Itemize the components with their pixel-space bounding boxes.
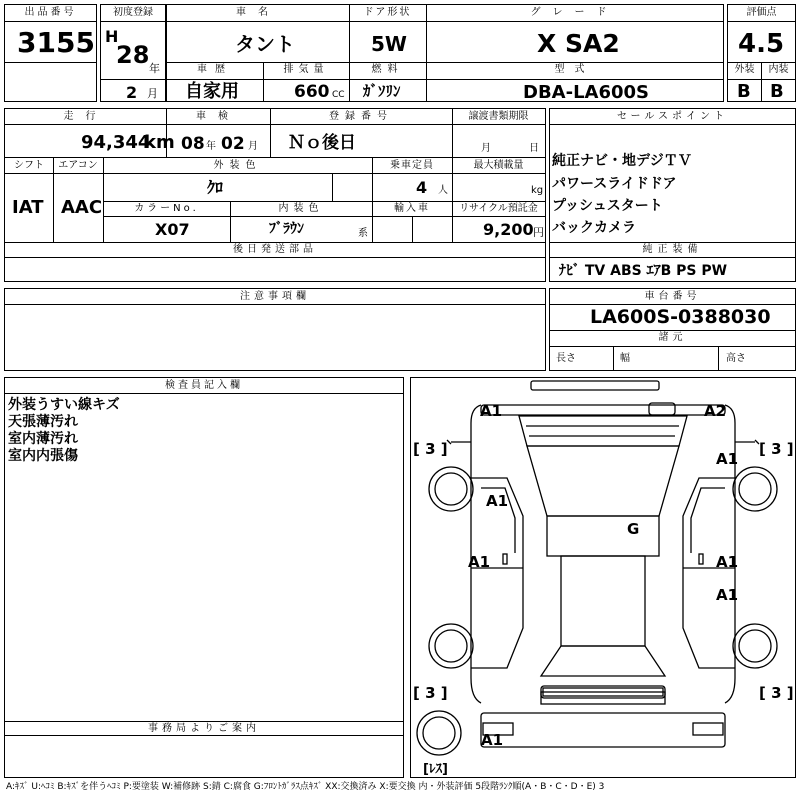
lot-number: 3155 <box>17 26 95 59</box>
car-name: タント <box>235 32 295 56</box>
first-reg-box <box>100 4 166 102</box>
grade: X SA2 <box>537 29 620 58</box>
car-name-label: 車名 <box>236 7 280 18</box>
notes-label: 注意事項欄 <box>240 291 310 302</box>
later-parts-label: 後日発送部品 <box>233 244 317 255</box>
inspector-line-2: 天張薄汚れ <box>8 414 78 430</box>
lot-box <box>4 4 97 102</box>
transfer-label: 譲渡書類期限 <box>468 111 529 122</box>
mark-door-r: A1 <box>716 553 739 571</box>
chassis-number: LA600S-0388030 <box>590 306 771 328</box>
yen-unit: 円 <box>533 226 544 239</box>
mark-front-left: A1 <box>480 402 503 420</box>
chassis-label: 車台番号 <box>644 291 701 302</box>
interior-label: 内装 <box>768 64 789 75</box>
history: 自家用 <box>185 81 239 102</box>
height-label: 高さ <box>726 353 746 364</box>
score: 4.5 <box>738 29 785 59</box>
era: H <box>105 27 119 46</box>
displacement-label: 排気量 <box>283 64 329 75</box>
mileage-unit: km <box>144 132 175 153</box>
cc-unit: CC <box>332 90 345 100</box>
sales-point-1: 純正ナビ・地デジＴＶ <box>552 153 692 169</box>
first-reg-label: 初度登録 <box>113 7 153 18</box>
exterior-color: ｸﾛ <box>207 178 224 197</box>
sales-point-2: パワースライドドア <box>552 176 677 192</box>
legend-footer: A:ｷｽﾞ U:ﾍｺﾐ B:ｷｽﾞを伴うﾍｺﾐ P:要塗装 W:補修跡 S:錆 C:腐食 G:ﾌﾛﾝﾄｶﾞﾗｽ点ｷｽﾞ XX:交換済み X:要交換 内・外装評価 5段階ﾗﾝｸ順(A・B・C・D・E) 3 <box>6 782 605 792</box>
interior-grade: B <box>770 81 784 102</box>
interior-color: ﾌﾞﾗｳﾝ <box>269 221 304 237</box>
model-label: 型式 <box>554 64 595 75</box>
displacement: 660 <box>294 82 330 102</box>
registration-number: Ｎｏ後日 <box>288 133 356 153</box>
inspector-line-1: 外装うすい線キズ <box>8 397 120 413</box>
fuel: ｶﾞｿﾘﾝ <box>363 82 401 100</box>
color-number: X07 <box>155 220 190 239</box>
notes-box <box>4 288 546 371</box>
mark-door-l: A1 <box>468 553 491 571</box>
ac-label: エアコン <box>58 160 98 171</box>
transfer-month: 月 <box>481 143 491 154</box>
inspection-year-unit: 年 <box>206 141 216 152</box>
capacity-unit: 人 <box>438 185 448 196</box>
exterior-grade: B <box>737 81 751 102</box>
office-label: 事務局よりご案内 <box>148 723 260 734</box>
door-type: 5W <box>371 32 407 56</box>
inspection-year: 08 <box>181 134 205 154</box>
mark-wheel-rl: [ 3 ] <box>413 684 448 702</box>
inspection-label: 車検 <box>196 111 240 122</box>
color-label: 外装色 <box>213 160 262 171</box>
model: DBA-LA600S <box>523 82 649 103</box>
capacity-label: 乗車定員 <box>390 160 434 171</box>
inspection-month-unit: 月 <box>248 141 258 152</box>
import-label: 輸入車 <box>394 203 430 214</box>
mileage: 94,344 <box>81 132 151 153</box>
recycle-fee: 9,200 <box>483 220 534 239</box>
transfer-day: 日 <box>529 143 539 154</box>
genuine-equipment: ﾅﾋﾞ TV ABS ｴｱB PS PW <box>559 263 728 279</box>
inspector-box <box>4 377 404 778</box>
car-outline <box>411 378 795 777</box>
mileage-label: 走行 <box>63 111 108 122</box>
mark-wheel-fl: [ 3 ] <box>413 440 448 458</box>
detail-box <box>4 108 546 282</box>
recycle-label: リサイクル預託金 <box>459 203 538 214</box>
inspector-line-4: 室内内張傷 <box>8 448 78 464</box>
exterior-label: 外装 <box>734 64 755 75</box>
mark-windshield: G <box>627 520 640 538</box>
year-unit: 年 <box>149 62 160 75</box>
reg-year: 28 <box>116 41 150 69</box>
month-unit: 月 <box>147 87 158 100</box>
mark-wheel-rr: [ 3 ] <box>759 684 794 702</box>
mark-rear-door-r: A1 <box>716 586 739 604</box>
mark-fender-l: A1 <box>486 492 509 510</box>
mark-wheel-fr: [ 3 ] <box>759 440 794 458</box>
inspector-label: 検査員記入欄 <box>165 380 243 391</box>
width-label: 幅 <box>620 353 630 364</box>
genuine-label: 純正装備 <box>642 244 703 255</box>
regno-label: 登録番号 <box>329 111 393 122</box>
load-unit: kg <box>531 185 544 196</box>
sales-box <box>549 108 796 282</box>
mark-spare: [ﾚｽ] <box>423 762 448 777</box>
mark-front-right: A2 <box>704 402 727 420</box>
capacity: 4 <box>416 178 428 197</box>
door-label: ドア形状 <box>363 7 412 18</box>
colorno-label: カラーNo. <box>134 203 199 214</box>
fuel-label: 燃料 <box>371 64 404 75</box>
shift: IAT <box>12 197 44 218</box>
kei: 系 <box>358 228 368 239</box>
lot-label: 出品番号 <box>24 7 77 18</box>
grade-label: グレード <box>530 7 619 18</box>
length-label: 長さ <box>556 353 576 364</box>
score-label: 評価点 <box>746 7 777 18</box>
inspector-line-3: 室内薄汚れ <box>8 431 78 447</box>
reg-month: 2 <box>126 83 138 102</box>
spec-label: 諸元 <box>658 332 687 343</box>
car-box <box>166 4 724 102</box>
sales-label: セールスポイント <box>616 111 729 122</box>
history-label: 車歴 <box>197 64 233 75</box>
mark-rear-bumper: A1 <box>481 731 504 749</box>
load-label: 最大積載量 <box>473 160 524 171</box>
mark-fender-r: A1 <box>716 450 739 468</box>
sales-point-4: バックカメラ <box>552 220 636 236</box>
chassis-box <box>549 288 796 371</box>
inspection-month: 02 <box>221 134 245 154</box>
air-conditioner: AAC <box>61 197 103 218</box>
damage-diagram <box>410 377 796 778</box>
shift-label: シフト <box>14 160 44 171</box>
int-color-label: 内装色 <box>278 203 324 214</box>
score-box <box>727 4 796 102</box>
sales-point-3: プッシュスタート <box>552 198 663 214</box>
